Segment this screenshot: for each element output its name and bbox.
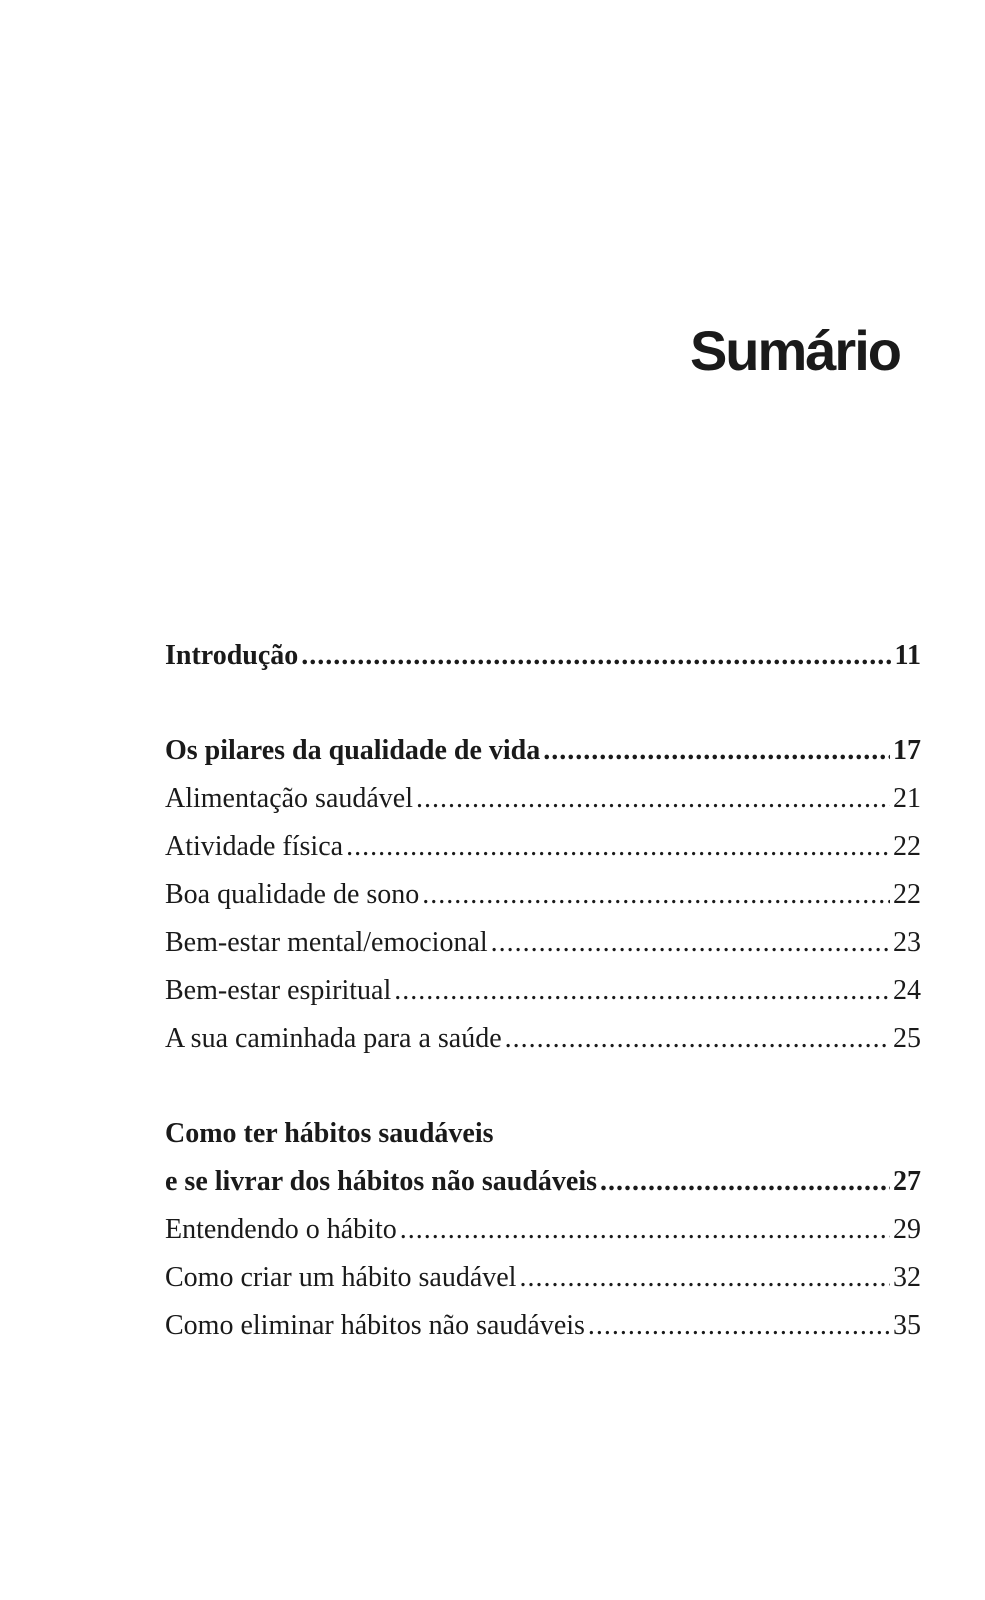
toc-leader-dots: [600, 1166, 890, 1198]
toc-leader-dots: [394, 975, 890, 1007]
toc-leader-dots: [400, 1214, 890, 1246]
toc-leader-dots: [588, 1310, 890, 1342]
toc-entry-label: Bem-estar mental/emocional: [165, 927, 488, 958]
toc-entry-eliminar[interactable]: [165, 1310, 921, 1358]
toc-entry-label: e se livrar dos hábitos não saudáveis: [165, 1166, 597, 1197]
toc-entry-atividade[interactable]: [165, 831, 921, 879]
toc-entry-label: A sua caminhada para a saúde: [165, 1023, 502, 1054]
toc-entry-label: Os pilares da qualidade de vida: [165, 735, 541, 766]
toc-entry-page: 17: [893, 735, 921, 766]
toc-entry-alimentacao[interactable]: [165, 783, 921, 831]
toc-entry-introducao[interactable]: [165, 640, 921, 688]
toc-entry-entendendo[interactable]: [165, 1214, 921, 1262]
toc-entry-pilares[interactable]: [165, 735, 921, 783]
toc-entry-page: 25: [893, 1023, 921, 1054]
toc-entry-page: 23: [893, 927, 921, 958]
toc-entry-label: Bem-estar espiritual: [165, 975, 392, 1006]
toc-entry-label: Como criar um hábito saudável: [165, 1262, 517, 1293]
toc-leader-dots: [505, 1023, 890, 1055]
toc-entry-label: Boa qualidade de sono: [165, 879, 420, 910]
toc-entry-page: 29: [893, 1214, 921, 1245]
toc-leader-dots: [491, 927, 890, 959]
toc-entry-page: 11: [894, 640, 921, 671]
toc-leader-dots: [543, 735, 890, 767]
toc-entry-page: 21: [893, 783, 921, 814]
toc-entry-mental[interactable]: [165, 927, 921, 975]
toc-entry-criar[interactable]: [165, 1262, 921, 1310]
toc-entry-caminhada[interactable]: [165, 1023, 921, 1071]
toc-entry-page: 27: [893, 1166, 921, 1197]
toc-leader-dots: [519, 1262, 890, 1294]
page-title: Sumário: [689, 319, 900, 382]
toc-leader-dots: [301, 640, 891, 672]
toc-entry-habitos-heading[interactable]: [165, 1118, 921, 1166]
toc-entry-page: 35: [893, 1310, 921, 1341]
toc-entry-label: Alimentação saudável: [165, 783, 414, 814]
toc-entry-habitos[interactable]: [165, 1166, 921, 1214]
toc-entry-page: 22: [893, 879, 921, 910]
toc-entry-page: 22: [893, 831, 921, 862]
toc-entry-page: 32: [893, 1262, 921, 1293]
toc-entry-label: Atividade física: [165, 831, 344, 862]
toc-leader-dots: [416, 783, 890, 815]
toc-entry-label: Entendendo o hábito: [165, 1214, 397, 1245]
toc-entry-sono[interactable]: [165, 879, 921, 927]
toc-entry-page: 24: [893, 975, 921, 1006]
toc-leader-dots: [422, 879, 890, 911]
toc-entry-label: Como ter hábitos saudáveis: [165, 1118, 494, 1149]
toc-entry-label: Introdução: [165, 640, 299, 671]
toc-entry-label: Como eliminar hábitos não saudáveis: [165, 1310, 585, 1341]
toc-entry-espiritual[interactable]: [165, 975, 921, 1023]
toc-leader-dots: [346, 831, 890, 863]
